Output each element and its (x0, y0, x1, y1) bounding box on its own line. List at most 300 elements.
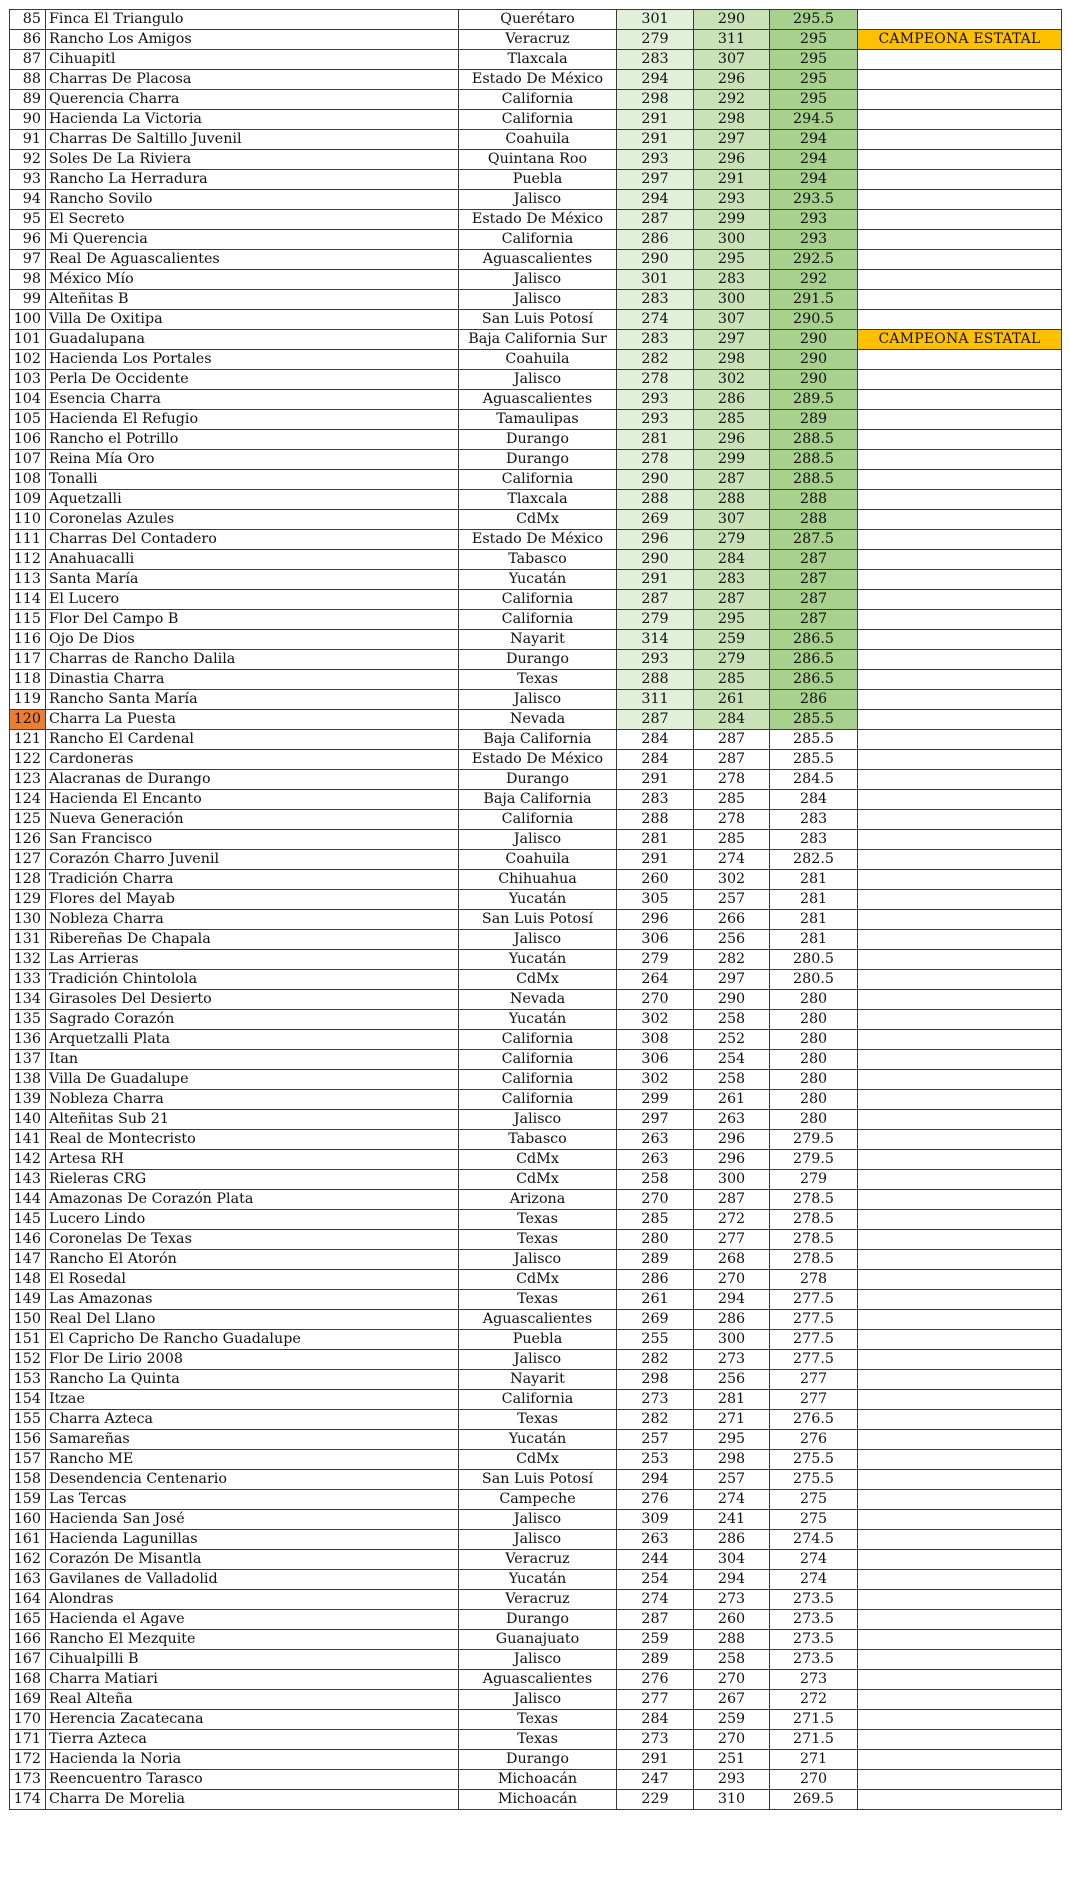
rank-cell[interactable]: 114 (10, 590, 46, 610)
score-2-cell[interactable]: 286 (694, 390, 770, 410)
total-score-cell[interactable]: 278.5 (770, 1210, 858, 1230)
score-2-cell[interactable]: 256 (694, 1370, 770, 1390)
state-cell[interactable]: Nevada (459, 710, 617, 730)
total-score-cell[interactable]: 287 (770, 610, 858, 630)
total-score-cell[interactable]: 288.5 (770, 470, 858, 490)
team-name-cell[interactable]: Aquetzalli (46, 490, 459, 510)
score-2-cell[interactable]: 286 (694, 1310, 770, 1330)
rank-cell[interactable]: 112 (10, 550, 46, 570)
rank-cell[interactable]: 110 (10, 510, 46, 530)
team-name-cell[interactable]: Villa De Oxitipa (46, 310, 459, 330)
note-cell[interactable] (858, 1630, 1062, 1650)
total-score-cell[interactable]: 284.5 (770, 770, 858, 790)
note-cell[interactable] (858, 50, 1062, 70)
total-score-cell[interactable]: 275.5 (770, 1470, 858, 1490)
note-cell[interactable] (858, 270, 1062, 290)
total-score-cell[interactable]: 271.5 (770, 1710, 858, 1730)
score-2-cell[interactable]: 277 (694, 1230, 770, 1250)
total-score-cell[interactable]: 280 (770, 1030, 858, 1050)
note-cell[interactable] (858, 1370, 1062, 1390)
state-cell[interactable]: California (459, 1390, 617, 1410)
score-2-cell[interactable]: 261 (694, 1090, 770, 1110)
note-cell[interactable] (858, 490, 1062, 510)
total-score-cell[interactable]: 270 (770, 1770, 858, 1790)
rank-cell[interactable]: 167 (10, 1650, 46, 1670)
state-cell[interactable]: Tamaulipas (459, 410, 617, 430)
rank-cell[interactable]: 93 (10, 170, 46, 190)
team-name-cell[interactable]: Itzae (46, 1390, 459, 1410)
score-2-cell[interactable]: 284 (694, 550, 770, 570)
note-cell[interactable] (858, 790, 1062, 810)
note-cell[interactable] (858, 750, 1062, 770)
state-cell[interactable]: Michoacán (459, 1770, 617, 1790)
note-cell[interactable] (858, 1490, 1062, 1510)
state-cell[interactable]: Jalisco (459, 830, 617, 850)
score-1-cell[interactable]: 253 (617, 1450, 694, 1470)
score-1-cell[interactable]: 269 (617, 510, 694, 530)
total-score-cell[interactable]: 275 (770, 1510, 858, 1530)
score-2-cell[interactable]: 254 (694, 1050, 770, 1070)
state-cell[interactable]: Jalisco (459, 1250, 617, 1270)
score-2-cell[interactable]: 252 (694, 1030, 770, 1050)
rank-cell[interactable]: 137 (10, 1050, 46, 1070)
score-1-cell[interactable]: 288 (617, 490, 694, 510)
note-cell[interactable] (858, 1770, 1062, 1790)
note-cell[interactable] (858, 450, 1062, 470)
total-score-cell[interactable]: 294 (770, 150, 858, 170)
note-cell[interactable] (858, 810, 1062, 830)
total-score-cell[interactable]: 278 (770, 1270, 858, 1290)
state-cell[interactable]: Texas (459, 1290, 617, 1310)
score-2-cell[interactable]: 272 (694, 1210, 770, 1230)
score-1-cell[interactable]: 286 (617, 1270, 694, 1290)
rank-cell[interactable]: 99 (10, 290, 46, 310)
score-2-cell[interactable]: 297 (694, 330, 770, 350)
score-1-cell[interactable]: 282 (617, 1350, 694, 1370)
score-2-cell[interactable]: 281 (694, 1390, 770, 1410)
score-1-cell[interactable]: 282 (617, 350, 694, 370)
score-2-cell[interactable]: 283 (694, 570, 770, 590)
note-cell[interactable] (858, 1750, 1062, 1770)
team-name-cell[interactable]: Hacienda El Refugio (46, 410, 459, 430)
score-1-cell[interactable]: 255 (617, 1330, 694, 1350)
note-cell[interactable] (858, 1530, 1062, 1550)
state-cell[interactable]: Durango (459, 1750, 617, 1770)
team-name-cell[interactable]: Sagrado Corazón (46, 1010, 459, 1030)
note-cell[interactable] (858, 970, 1062, 990)
total-score-cell[interactable]: 274.5 (770, 1530, 858, 1550)
team-name-cell[interactable]: Alondras (46, 1590, 459, 1610)
rank-cell[interactable]: 95 (10, 210, 46, 230)
note-cell[interactable] (858, 390, 1062, 410)
total-score-cell[interactable]: 287 (770, 550, 858, 570)
team-name-cell[interactable]: Rancho La Herradura (46, 170, 459, 190)
total-score-cell[interactable]: 280 (770, 990, 858, 1010)
note-cell[interactable] (858, 1350, 1062, 1370)
score-2-cell[interactable]: 296 (694, 1150, 770, 1170)
score-2-cell[interactable]: 297 (694, 130, 770, 150)
rank-cell[interactable]: 164 (10, 1590, 46, 1610)
team-name-cell[interactable]: Real Alteña (46, 1690, 459, 1710)
state-cell[interactable]: CdMx (459, 1150, 617, 1170)
note-cell[interactable] (858, 1010, 1062, 1030)
team-name-cell[interactable]: Alteñitas B (46, 290, 459, 310)
score-1-cell[interactable]: 276 (617, 1490, 694, 1510)
rank-cell[interactable]: 151 (10, 1330, 46, 1350)
score-2-cell[interactable]: 287 (694, 1190, 770, 1210)
team-name-cell[interactable]: Coronelas De Texas (46, 1230, 459, 1250)
team-name-cell[interactable]: Herencia Zacatecana (46, 1710, 459, 1730)
score-2-cell[interactable]: 278 (694, 770, 770, 790)
note-cell[interactable] (858, 1430, 1062, 1450)
total-score-cell[interactable]: 285.5 (770, 710, 858, 730)
score-1-cell[interactable]: 279 (617, 610, 694, 630)
score-1-cell[interactable]: 293 (617, 150, 694, 170)
state-cell[interactable]: California (459, 1090, 617, 1110)
score-1-cell[interactable]: 306 (617, 930, 694, 950)
score-1-cell[interactable]: 278 (617, 370, 694, 390)
note-cell[interactable] (858, 1670, 1062, 1690)
total-score-cell[interactable]: 276.5 (770, 1410, 858, 1430)
state-cell[interactable]: Arizona (459, 1190, 617, 1210)
score-1-cell[interactable]: 270 (617, 1190, 694, 1210)
team-name-cell[interactable]: El Secreto (46, 210, 459, 230)
note-cell[interactable] (858, 190, 1062, 210)
state-cell[interactable]: Tabasco (459, 550, 617, 570)
total-score-cell[interactable]: 285.5 (770, 730, 858, 750)
note-cell[interactable] (858, 90, 1062, 110)
score-2-cell[interactable]: 257 (694, 1470, 770, 1490)
score-1-cell[interactable]: 229 (617, 1790, 694, 1810)
state-cell[interactable]: Veracruz (459, 30, 617, 50)
team-name-cell[interactable]: Tonalli (46, 470, 459, 490)
score-2-cell[interactable]: 295 (694, 250, 770, 270)
rank-cell[interactable]: 115 (10, 610, 46, 630)
total-score-cell[interactable]: 293 (770, 230, 858, 250)
team-name-cell[interactable]: Lucero Lindo (46, 1210, 459, 1230)
total-score-cell[interactable]: 278.5 (770, 1190, 858, 1210)
note-cell[interactable] (858, 1450, 1062, 1470)
rank-cell[interactable]: 101 (10, 330, 46, 350)
state-cell[interactable]: Yucatán (459, 890, 617, 910)
rank-cell[interactable]: 89 (10, 90, 46, 110)
state-cell[interactable]: Jalisco (459, 1650, 617, 1670)
score-2-cell[interactable]: 285 (694, 830, 770, 850)
score-2-cell[interactable]: 294 (694, 1570, 770, 1590)
state-cell[interactable]: Nevada (459, 990, 617, 1010)
rank-cell[interactable]: 130 (10, 910, 46, 930)
score-1-cell[interactable]: 278 (617, 450, 694, 470)
total-score-cell[interactable]: 277 (770, 1370, 858, 1390)
score-2-cell[interactable]: 304 (694, 1550, 770, 1570)
score-1-cell[interactable]: 287 (617, 710, 694, 730)
note-cell[interactable] (858, 1030, 1062, 1050)
rank-cell[interactable]: 170 (10, 1710, 46, 1730)
score-1-cell[interactable]: 297 (617, 170, 694, 190)
score-2-cell[interactable]: 290 (694, 990, 770, 1010)
score-1-cell[interactable]: 279 (617, 30, 694, 50)
team-name-cell[interactable]: Perla De Occidente (46, 370, 459, 390)
score-1-cell[interactable]: 286 (617, 230, 694, 250)
total-score-cell[interactable]: 271.5 (770, 1730, 858, 1750)
total-score-cell[interactable]: 278.5 (770, 1230, 858, 1250)
team-name-cell[interactable]: Real de Montecristo (46, 1130, 459, 1150)
score-2-cell[interactable]: 298 (694, 1450, 770, 1470)
total-score-cell[interactable]: 277.5 (770, 1290, 858, 1310)
team-name-cell[interactable]: Coronelas Azules (46, 510, 459, 530)
total-score-cell[interactable]: 275 (770, 1490, 858, 1510)
state-cell[interactable]: Texas (459, 1710, 617, 1730)
state-cell[interactable]: CdMx (459, 1170, 617, 1190)
note-cell[interactable] (858, 670, 1062, 690)
state-cell[interactable]: Jalisco (459, 1510, 617, 1530)
score-2-cell[interactable]: 290 (694, 10, 770, 30)
score-1-cell[interactable]: 276 (617, 1670, 694, 1690)
note-cell[interactable] (858, 1150, 1062, 1170)
rank-cell[interactable]: 157 (10, 1450, 46, 1470)
rank-cell[interactable]: 154 (10, 1390, 46, 1410)
score-2-cell[interactable]: 300 (694, 230, 770, 250)
state-cell[interactable]: Puebla (459, 1330, 617, 1350)
state-cell[interactable]: Jalisco (459, 370, 617, 390)
team-name-cell[interactable]: Rancho El Mezquite (46, 1630, 459, 1650)
team-name-cell[interactable]: Rancho El Atorón (46, 1250, 459, 1270)
note-cell[interactable] (858, 430, 1062, 450)
score-2-cell[interactable]: 291 (694, 170, 770, 190)
note-cell[interactable] (858, 690, 1062, 710)
state-cell[interactable]: Baja California Sur (459, 330, 617, 350)
rank-cell[interactable]: 136 (10, 1030, 46, 1050)
state-cell[interactable]: Estado De México (459, 530, 617, 550)
note-cell[interactable] (858, 950, 1062, 970)
score-1-cell[interactable]: 281 (617, 830, 694, 850)
team-name-cell[interactable]: Anahuacalli (46, 550, 459, 570)
state-cell[interactable]: California (459, 230, 617, 250)
rank-cell[interactable]: 87 (10, 50, 46, 70)
note-cell[interactable] (858, 1270, 1062, 1290)
total-score-cell[interactable]: 283 (770, 810, 858, 830)
note-cell[interactable] (858, 170, 1062, 190)
state-cell[interactable]: Aguascalientes (459, 1310, 617, 1330)
state-cell[interactable]: Michoacán (459, 1790, 617, 1810)
team-name-cell[interactable]: Tierra Azteca (46, 1730, 459, 1750)
score-1-cell[interactable]: 291 (617, 850, 694, 870)
total-score-cell[interactable]: 286.5 (770, 650, 858, 670)
score-2-cell[interactable]: 278 (694, 810, 770, 830)
total-score-cell[interactable]: 290.5 (770, 310, 858, 330)
state-cell[interactable]: Baja California (459, 790, 617, 810)
total-score-cell[interactable]: 275.5 (770, 1450, 858, 1470)
total-score-cell[interactable]: 295.5 (770, 10, 858, 30)
score-1-cell[interactable]: 274 (617, 310, 694, 330)
rank-cell[interactable]: 94 (10, 190, 46, 210)
total-score-cell[interactable]: 286 (770, 690, 858, 710)
score-2-cell[interactable]: 296 (694, 1130, 770, 1150)
rank-cell[interactable]: 142 (10, 1150, 46, 1170)
state-cell[interactable]: Quintana Roo (459, 150, 617, 170)
score-1-cell[interactable]: 281 (617, 430, 694, 450)
rank-cell[interactable]: 103 (10, 370, 46, 390)
total-score-cell[interactable]: 287 (770, 570, 858, 590)
note-cell[interactable] (858, 210, 1062, 230)
total-score-cell[interactable]: 281 (770, 890, 858, 910)
score-1-cell[interactable]: 296 (617, 910, 694, 930)
team-name-cell[interactable]: Rancho ME (46, 1450, 459, 1470)
state-cell[interactable]: Coahuila (459, 350, 617, 370)
team-name-cell[interactable]: Querencia Charra (46, 90, 459, 110)
score-2-cell[interactable]: 287 (694, 750, 770, 770)
state-cell[interactable]: CdMx (459, 1450, 617, 1470)
score-2-cell[interactable]: 300 (694, 1330, 770, 1350)
rank-cell[interactable]: 117 (10, 650, 46, 670)
team-name-cell[interactable]: Hacienda Lagunillas (46, 1530, 459, 1550)
rank-cell[interactable]: 97 (10, 250, 46, 270)
score-1-cell[interactable]: 290 (617, 250, 694, 270)
score-1-cell[interactable]: 260 (617, 870, 694, 890)
score-2-cell[interactable]: 258 (694, 1070, 770, 1090)
note-cell[interactable] (858, 1590, 1062, 1610)
total-score-cell[interactable]: 289 (770, 410, 858, 430)
total-score-cell[interactable]: 288 (770, 490, 858, 510)
state-cell[interactable]: Campeche (459, 1490, 617, 1510)
score-1-cell[interactable]: 291 (617, 110, 694, 130)
score-2-cell[interactable]: 311 (694, 30, 770, 50)
score-1-cell[interactable]: 277 (617, 1690, 694, 1710)
score-1-cell[interactable]: 257 (617, 1430, 694, 1450)
rank-cell[interactable]: 140 (10, 1110, 46, 1130)
team-name-cell[interactable]: Rancho el Potrillo (46, 430, 459, 450)
state-cell[interactable]: Durango (459, 1610, 617, 1630)
note-cell[interactable] (858, 1070, 1062, 1090)
score-1-cell[interactable]: 264 (617, 970, 694, 990)
total-score-cell[interactable]: 293 (770, 210, 858, 230)
state-cell[interactable]: California (459, 810, 617, 830)
team-name-cell[interactable]: Ojo De Dios (46, 630, 459, 650)
total-score-cell[interactable]: 294 (770, 170, 858, 190)
score-2-cell[interactable]: 287 (694, 470, 770, 490)
score-1-cell[interactable]: 283 (617, 790, 694, 810)
rank-cell[interactable]: 141 (10, 1130, 46, 1150)
rank-cell[interactable]: 116 (10, 630, 46, 650)
total-score-cell[interactable]: 281 (770, 930, 858, 950)
team-name-cell[interactable]: Charra Azteca (46, 1410, 459, 1430)
score-1-cell[interactable]: 294 (617, 190, 694, 210)
state-cell[interactable]: Estado De México (459, 210, 617, 230)
rank-cell[interactable]: 127 (10, 850, 46, 870)
rank-cell[interactable]: 150 (10, 1310, 46, 1330)
note-cell[interactable] (858, 230, 1062, 250)
rank-cell[interactable]: 104 (10, 390, 46, 410)
team-name-cell[interactable]: Reina Mía Oro (46, 450, 459, 470)
state-cell[interactable]: Nayarit (459, 1370, 617, 1390)
team-name-cell[interactable]: Corazón Charro Juvenil (46, 850, 459, 870)
team-name-cell[interactable]: Arquetzalli Plata (46, 1030, 459, 1050)
state-cell[interactable]: Texas (459, 1210, 617, 1230)
team-name-cell[interactable]: Amazonas De Corazón Plata (46, 1190, 459, 1210)
rank-cell[interactable]: 153 (10, 1370, 46, 1390)
score-2-cell[interactable]: 300 (694, 1170, 770, 1190)
state-champion-badge[interactable]: CAMPEONA ESTATAL (858, 330, 1062, 350)
total-score-cell[interactable]: 273.5 (770, 1590, 858, 1610)
rank-cell[interactable]: 131 (10, 930, 46, 950)
note-cell[interactable] (858, 470, 1062, 490)
total-score-cell[interactable]: 278.5 (770, 1250, 858, 1270)
team-name-cell[interactable]: México Mío (46, 270, 459, 290)
score-2-cell[interactable]: 302 (694, 370, 770, 390)
state-cell[interactable]: Nayarit (459, 630, 617, 650)
note-cell[interactable] (858, 310, 1062, 330)
rank-cell[interactable]: 92 (10, 150, 46, 170)
note-cell[interactable] (858, 730, 1062, 750)
score-2-cell[interactable]: 279 (694, 530, 770, 550)
state-cell[interactable]: Baja California (459, 730, 617, 750)
total-score-cell[interactable]: 295 (770, 50, 858, 70)
state-cell[interactable]: California (459, 1030, 617, 1050)
score-1-cell[interactable]: 291 (617, 130, 694, 150)
total-score-cell[interactable]: 280.5 (770, 950, 858, 970)
note-cell[interactable] (858, 370, 1062, 390)
state-cell[interactable]: Jalisco (459, 690, 617, 710)
score-1-cell[interactable]: 314 (617, 630, 694, 650)
rank-cell[interactable]: 147 (10, 1250, 46, 1270)
score-2-cell[interactable]: 294 (694, 1290, 770, 1310)
note-cell[interactable] (858, 1470, 1062, 1490)
note-cell[interactable] (858, 70, 1062, 90)
rank-cell[interactable]: 125 (10, 810, 46, 830)
rank-cell[interactable]: 158 (10, 1470, 46, 1490)
score-2-cell[interactable]: 270 (694, 1270, 770, 1290)
note-cell[interactable] (858, 1410, 1062, 1430)
state-cell[interactable]: Querétaro (459, 10, 617, 30)
rank-cell[interactable]: 171 (10, 1730, 46, 1750)
score-1-cell[interactable]: 297 (617, 1110, 694, 1130)
team-name-cell[interactable]: Tradición Charra (46, 870, 459, 890)
note-cell[interactable] (858, 510, 1062, 530)
state-cell[interactable]: California (459, 1070, 617, 1090)
total-score-cell[interactable]: 269.5 (770, 1790, 858, 1810)
note-cell[interactable] (858, 1230, 1062, 1250)
total-score-cell[interactable]: 292 (770, 270, 858, 290)
score-1-cell[interactable]: 309 (617, 1510, 694, 1530)
team-name-cell[interactable]: Rieleras CRG (46, 1170, 459, 1190)
state-champion-badge[interactable]: CAMPEONA ESTATAL (858, 30, 1062, 50)
state-cell[interactable]: Yucatán (459, 950, 617, 970)
note-cell[interactable] (858, 250, 1062, 270)
rank-cell[interactable]: 160 (10, 1510, 46, 1530)
team-name-cell[interactable]: Hacienda San José (46, 1510, 459, 1530)
state-cell[interactable]: Guanajuato (459, 1630, 617, 1650)
rank-cell[interactable]: 174 (10, 1790, 46, 1810)
note-cell[interactable] (858, 1610, 1062, 1630)
score-2-cell[interactable]: 295 (694, 1430, 770, 1450)
rank-cell[interactable]: 98 (10, 270, 46, 290)
score-1-cell[interactable]: 308 (617, 1030, 694, 1050)
team-name-cell[interactable]: Rancho El Cardenal (46, 730, 459, 750)
note-cell[interactable] (858, 1690, 1062, 1710)
score-1-cell[interactable]: 261 (617, 1290, 694, 1310)
total-score-cell[interactable]: 277.5 (770, 1330, 858, 1350)
state-cell[interactable]: CdMx (459, 510, 617, 530)
state-cell[interactable]: Jalisco (459, 270, 617, 290)
team-name-cell[interactable]: Dinastia Charra (46, 670, 459, 690)
team-name-cell[interactable]: Finca El Triangulo (46, 10, 459, 30)
total-score-cell[interactable]: 295 (770, 70, 858, 90)
score-1-cell[interactable]: 298 (617, 1370, 694, 1390)
rank-cell[interactable]: 163 (10, 1570, 46, 1590)
score-2-cell[interactable]: 260 (694, 1610, 770, 1630)
score-1-cell[interactable]: 291 (617, 1750, 694, 1770)
rank-cell[interactable]: 152 (10, 1350, 46, 1370)
